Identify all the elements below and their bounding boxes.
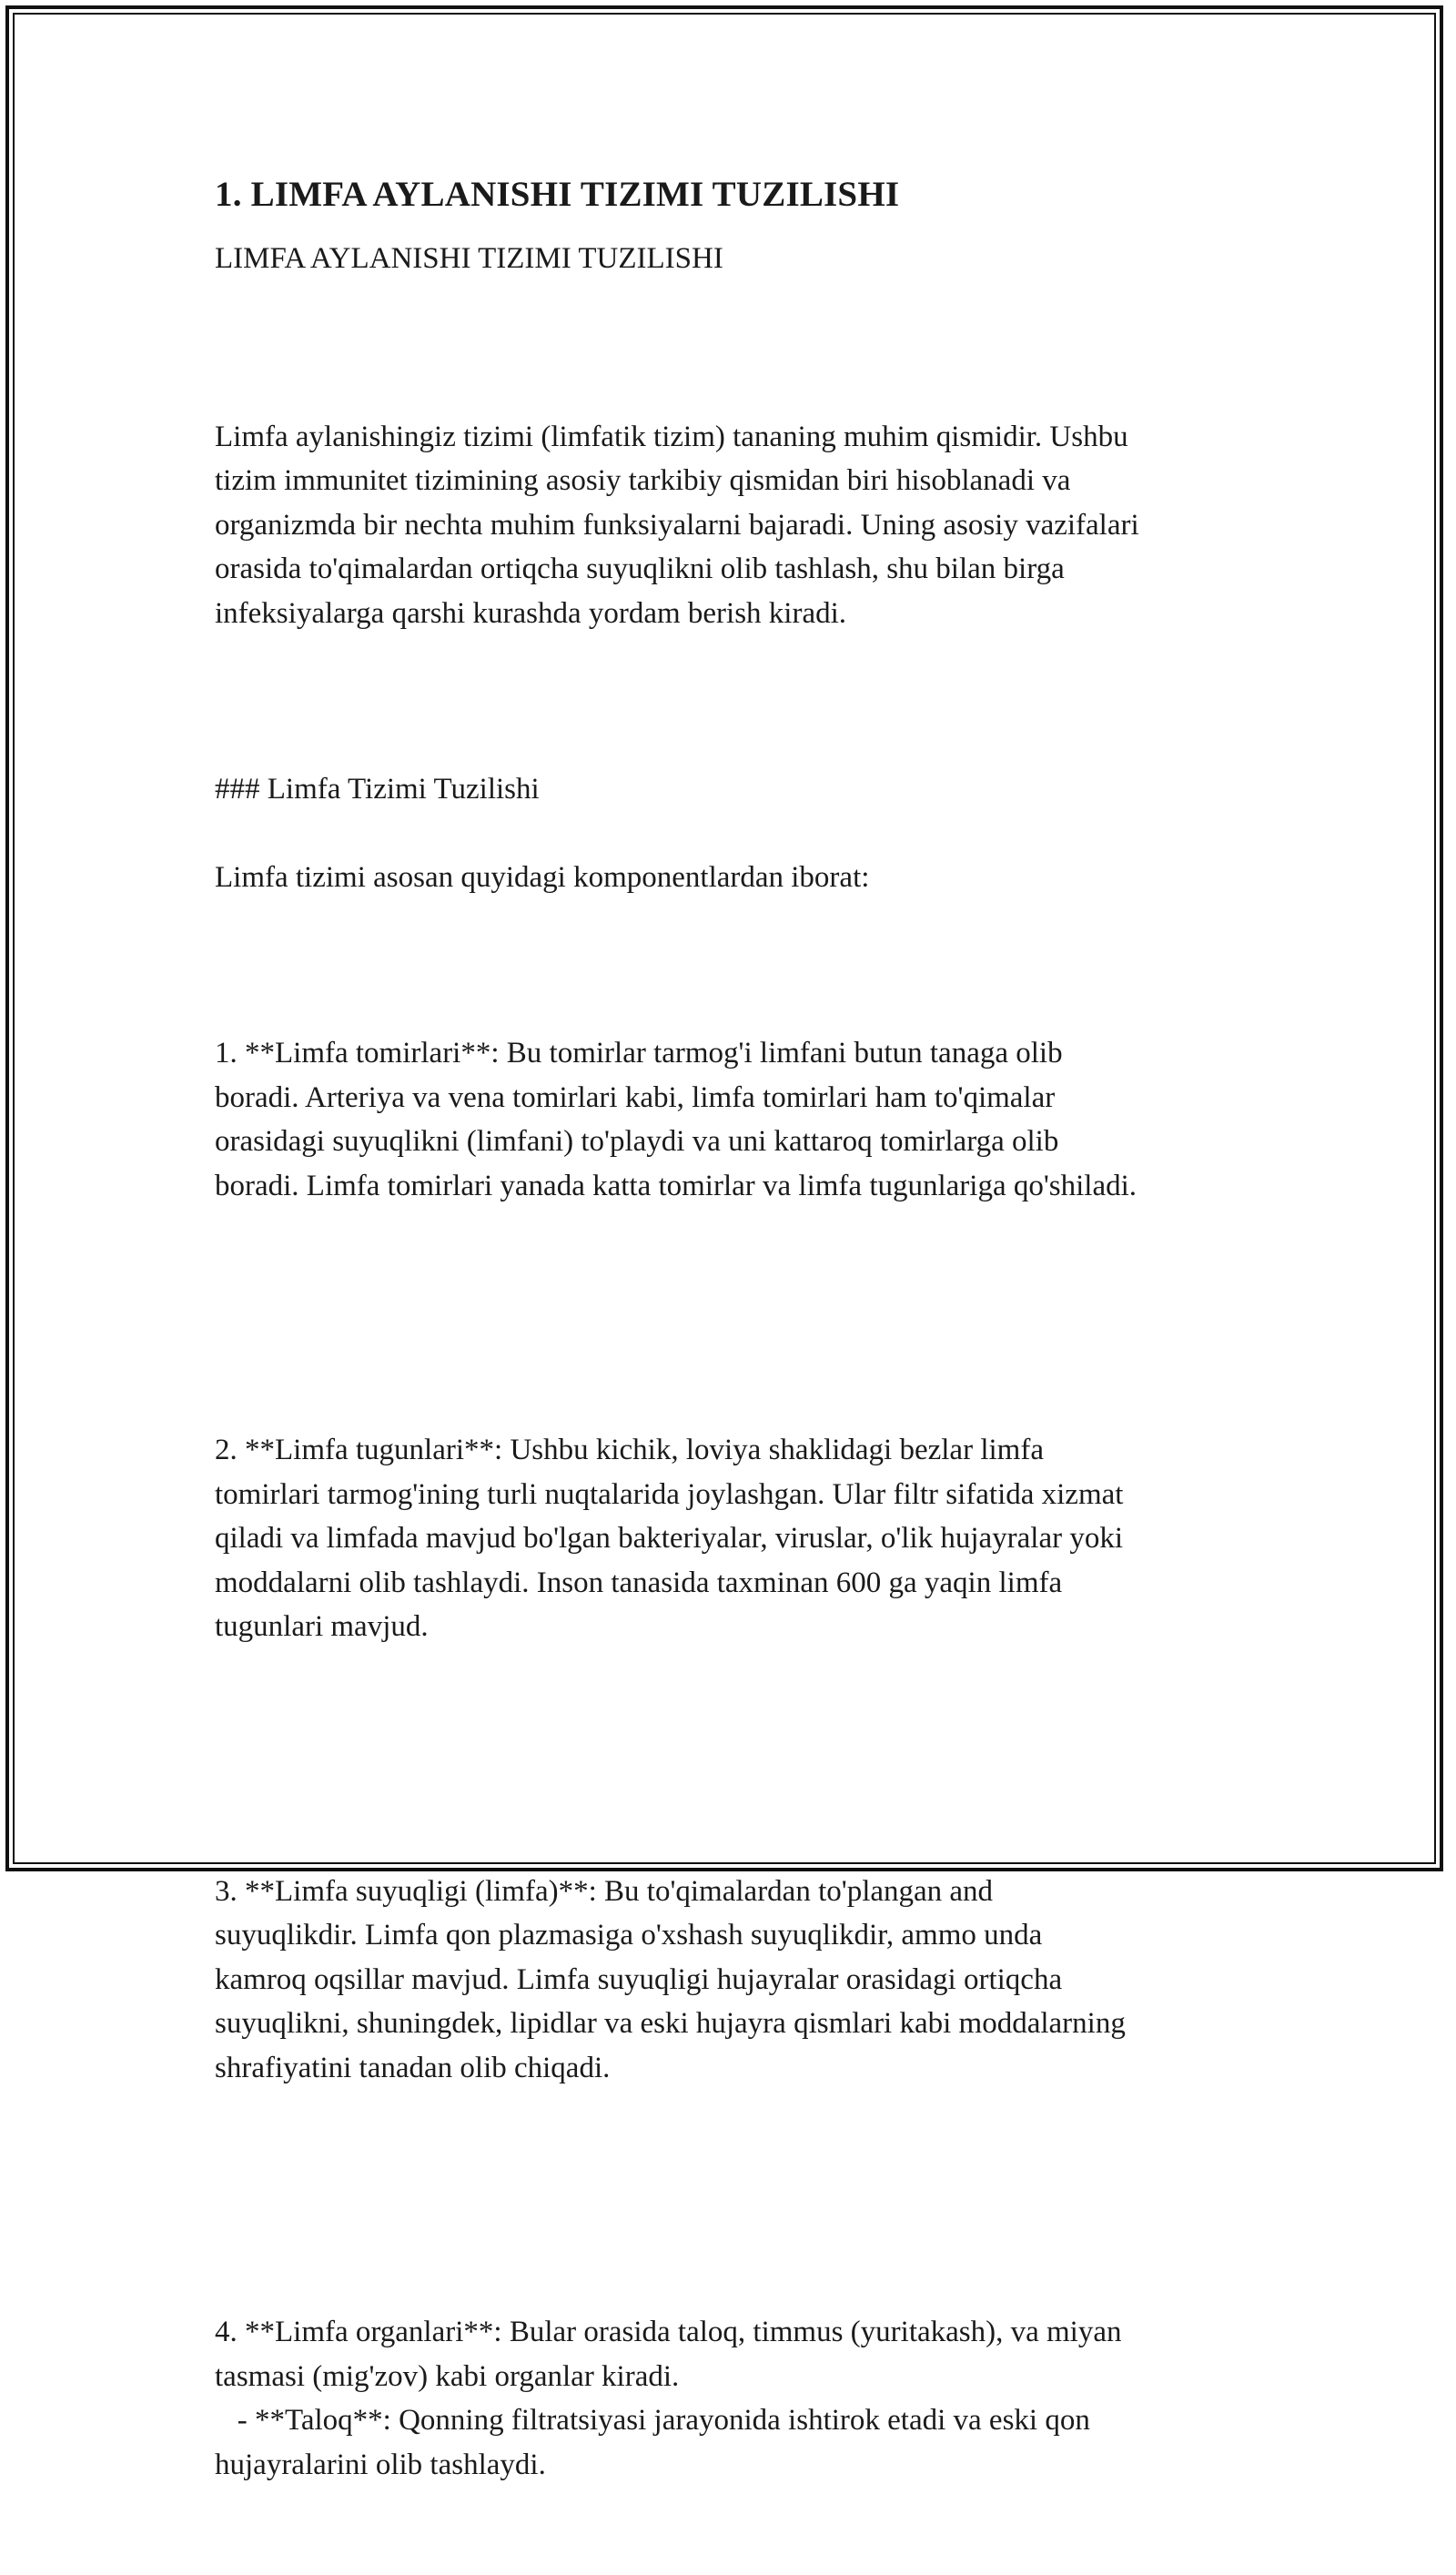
document-title: 1. LIMFA AYLANISHI TIZIMI TUZILISHI [215, 175, 900, 214]
components-intro: Limfa tizimi asosan quyidagi komponentlardan iborat: [215, 860, 870, 894]
text-line: boradi. Limfa tomirlari yanada katta tomirlar va limfa tugunlariga qo'shiladi. [215, 1169, 1138, 1202]
text-line: 4. **Limfa organlari**: Bular orasida taloq, timmus (yuritakash), va miyan [215, 2316, 1122, 2348]
text-line: tugunlari mavjud. [215, 1610, 429, 1643]
text-line: qiladi va limfada mavjud bo'lgan bakteriyalar, viruslar, o'lik hujayralar yoki [215, 1522, 1124, 1555]
text-line: organizmda bir nechta muhim funksiyalarni bajaradi. Uning asosiy vazifalari [215, 508, 1139, 542]
list-item-lymph-fluid [215, 1781, 1252, 2179]
text-line: 3. **Limfa suyuqligi (limfa)**: Bu to'qimalardan to'plangan and [215, 1874, 994, 1908]
text-line: - **Taloq**: Qonning filtratsiyasi jarayonida ishtirok etadi va eski qon [215, 2404, 1090, 2437]
text-line: orasidagi suyuqlikni (limfani) to'playdi va uni kattaroq tomirlarga olib [215, 1125, 1059, 1158]
list-item-lymph-vessels [215, 943, 1252, 1296]
text-line: orasida to'qimalardan ortiqcha suyuqlikni olib tashlash, shu bilan birga [215, 553, 1065, 585]
text-line: 2. **Limfa tugunlari**: Ushbu kichik, loviya shaklidagi bezlar limfa [215, 1434, 1044, 1466]
text-line: suyuqlikni, shuningdek, lipidlar va eski hujayra qismlari kabi moddalarning [215, 2007, 1126, 2040]
text-line: tizim immunitet tizimining asosiy tarkibiy qismidan biri hisoblanadi va [215, 464, 1071, 497]
text-line: kamroq oqsillar mavjud. Limfa suyuqligi hujayralar orasidagi ortiqcha [215, 1962, 1063, 1996]
text-line: moddalarni olib tashlaydi. Inson tanasida taxminan 600 ga yaqin limfa [215, 1566, 1063, 1599]
list-item-lymph-organs [215, 2222, 1252, 2575]
document-subtitle: LIMFA AYLANISHI TIZIMI TUZILISHI [215, 242, 723, 275]
text-line: shrafiyatini tanadan olib chiqadi. [215, 2051, 611, 2084]
text-line: suyuqlikdir. Limfa qon plazmasiga o'xshash suyuqlikdir, ammo unda [215, 1919, 1043, 1952]
text-line: tomirlari tarmog'ining turli nuqtalarida joylashgan. Ular filtr sifatida xizmat [215, 1477, 1124, 1511]
text-line: infeksiyalarga qarshi kurashda yordam berish kiradi. [215, 596, 847, 630]
section-heading: ### Limfa Tizimi Tuzilishi [215, 773, 540, 806]
text-line: tasmasi (mig'zov) kabi organlar kiradi. [215, 2359, 680, 2393]
text-line: boradi. Arteriya va vena tomirlari kabi, limfa tomirlari ham to'qimalar [215, 1080, 1056, 1114]
document-body [215, 173, 1252, 2575]
list-item-lymph-nodes [215, 1340, 1252, 1738]
text-line: hujayralarini olib tashlaydi. [215, 2448, 546, 2481]
intro-paragraph [215, 327, 1252, 725]
text-line: Limfa aylanishingiz tizimi (limfatik tizim) tananing muhim qismidir. Ushbu [215, 420, 1128, 453]
text-line: 1. **Limfa tomirlari**: Bu tomirlar tarmog'i limfani butun tanaga olib [215, 1037, 1063, 1070]
